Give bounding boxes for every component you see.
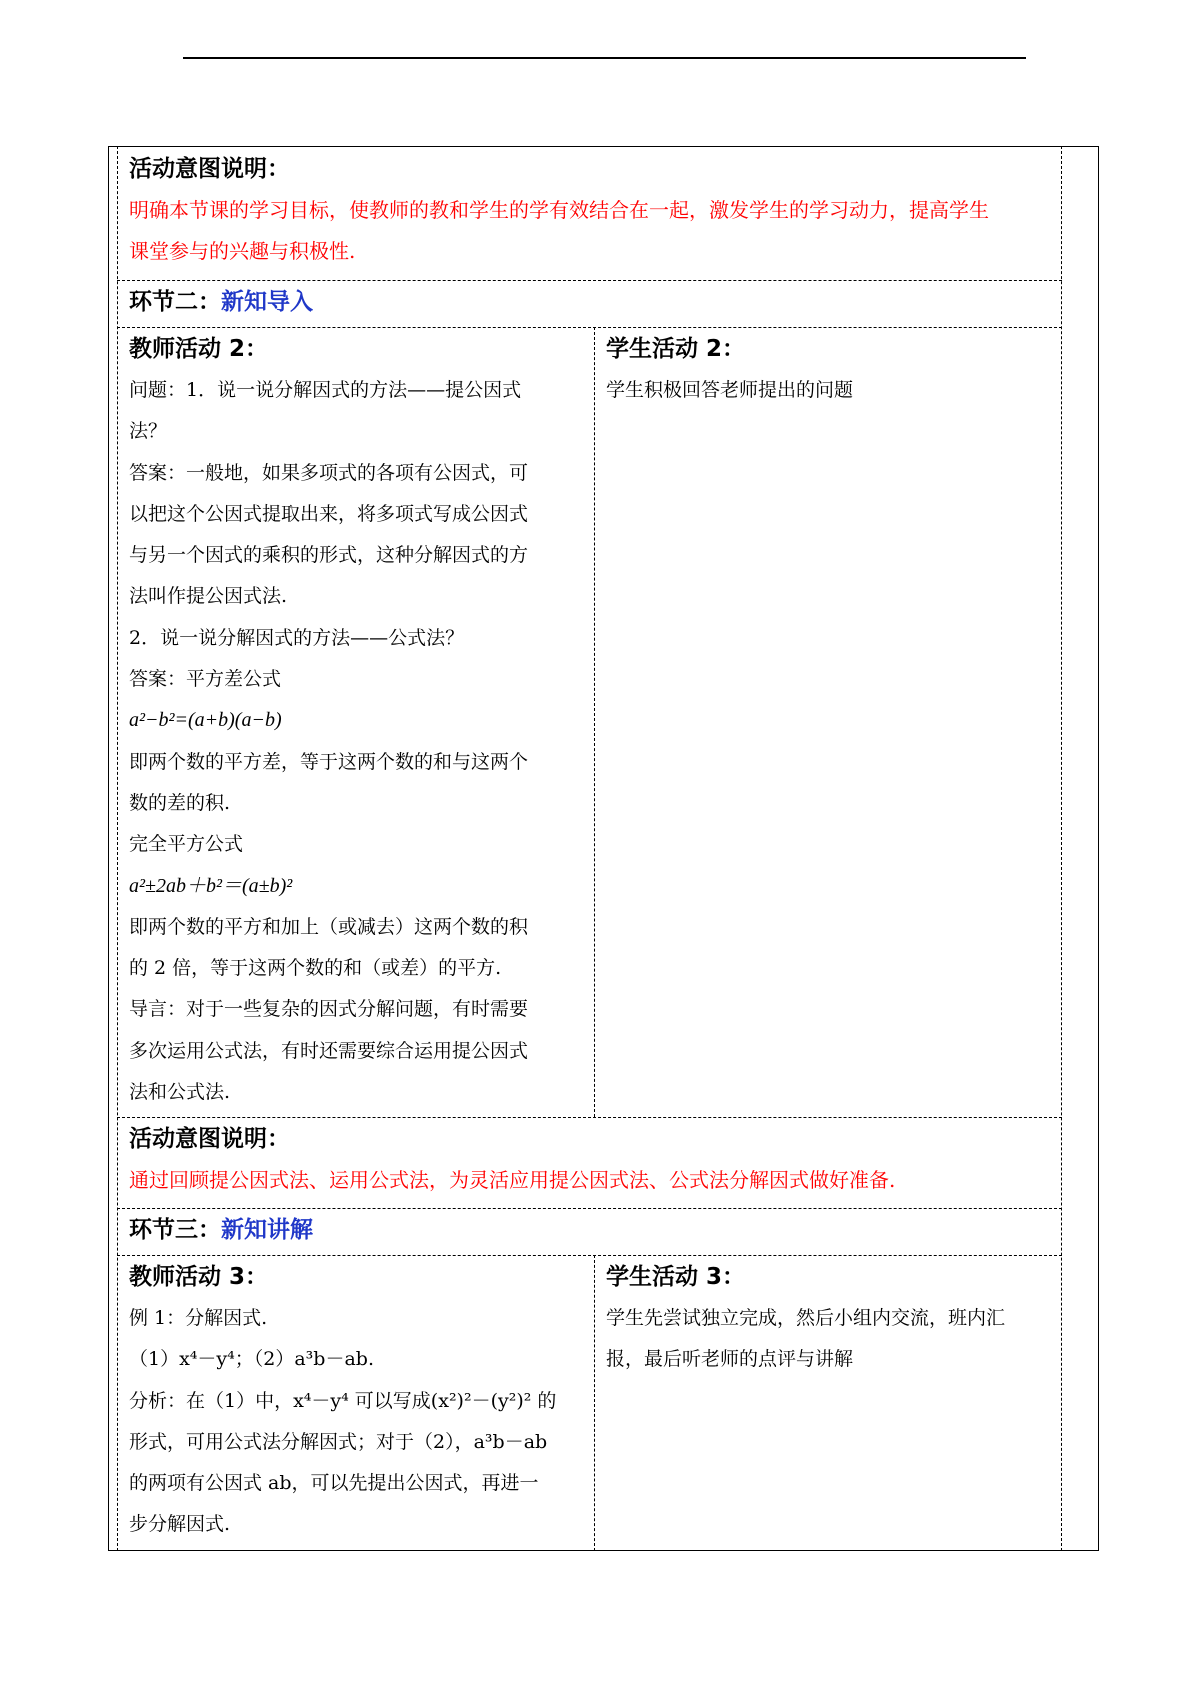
text-line: 即两个数的平方和加上（或减去）这两个数的积 [129, 915, 529, 938]
intent-title-1: 活动意图说明： [129, 156, 290, 182]
text-line: 完全平方公式 [129, 833, 244, 856]
text-line: 2．说一说分解因式的方法——公式法？ [129, 626, 465, 649]
student-title-2: 学生活动 2： [606, 336, 746, 362]
section-header-3 [117, 1209, 1062, 1251]
section-label-3: 环节三： [129, 1217, 221, 1243]
formula-perfect-square: a²±2ab＋b²＝(a±b)² [129, 874, 293, 897]
teacher-title-2: 教师活动 2： [129, 336, 269, 362]
section-name-2: 新知导入 [221, 289, 313, 315]
text-line: 形式，可用公式法分解因式；对于（2），a³b－ab [129, 1430, 548, 1453]
text-line: 答案：一般地，如果多项式的各项有公因式，可 [129, 461, 529, 484]
formula-difference-of-squares: a²−b²=(a+b)(a−b) [129, 709, 282, 732]
text-line: 即两个数的平方差，等于这两个数的和与这两个 [129, 750, 529, 773]
student-activity-2 [594, 328, 1062, 411]
section-header-2 [117, 281, 1062, 323]
intent-text-1-line1: 明确本节课的学习目标，使教师的教和学生的学有效结合在一起，激发学生的学习动力，提高学生 [129, 198, 989, 222]
section-name-3: 新知讲解 [221, 1217, 313, 1243]
intent-text-1-line2: 课堂参与的兴趣与积极性. [129, 239, 356, 263]
teacher-title-3: 教师活动 3： [129, 1264, 269, 1290]
text-line: 报，最后听老师的点评与讲解 [606, 1348, 854, 1371]
text-line: 学生先尝试独立完成，然后小组内交流，班内汇 [606, 1307, 1006, 1329]
text-line: 与另一个因式的乘积的形式，这种分解因式的方 [129, 544, 529, 567]
intent-text-2: 通过回顾提公因式法、运用公式法，为灵活应用提公因式法、公式法分解因式做好准备. [129, 1168, 896, 1192]
student-title-3: 学生活动 3： [606, 1264, 746, 1290]
text-line: 法？ [129, 420, 168, 443]
teacher-activity-3 [117, 1256, 594, 1546]
header-rule [183, 57, 1026, 59]
text-line: 例 1：分解因式. [129, 1307, 268, 1329]
text-line: 问题：1．说一说分解因式的方法——提公因式 [129, 379, 522, 401]
text-line: 数的差的积. [129, 791, 231, 814]
text-line: 的两项有公因式 ab，可以先提出公因式，再进一 [129, 1472, 539, 1495]
student-activity-3 [594, 1256, 1062, 1381]
column-divider [594, 1255, 595, 1551]
column-divider [594, 327, 595, 1117]
text-line: 的 2 倍，等于这两个数的和（或差）的平方. [129, 957, 502, 980]
intent-section-1 [117, 148, 1062, 272]
text-line: 分析：在（1）中，x⁴－y⁴ 可以写成(x²)²－(y²)² 的 [129, 1389, 557, 1412]
text-line: 答案：平方差公式 [129, 668, 282, 691]
student-text-2: 学生积极回答老师提出的问题 [606, 379, 854, 401]
text-line: （1）x⁴－y⁴；（2）a³b－ab. [129, 1348, 374, 1371]
text-line: 以把这个公因式提取出来，将多项式写成公因式 [129, 502, 529, 525]
text-line: 法和公式法. [129, 1081, 231, 1104]
teacher-activity-2 [117, 328, 594, 1113]
text-line: 多次运用公式法，有时还需要综合运用提公因式 [129, 1039, 529, 1062]
intent-section-2 [117, 1118, 1062, 1201]
text-line: 导言：对于一些复杂的因式分解问题，有时需要 [129, 998, 529, 1021]
text-line: 步分解因式. [129, 1513, 231, 1536]
text-line: 法叫作提公因式法. [129, 585, 288, 608]
section-label-2: 环节二： [129, 289, 221, 315]
intent-title-2: 活动意图说明： [129, 1126, 290, 1152]
